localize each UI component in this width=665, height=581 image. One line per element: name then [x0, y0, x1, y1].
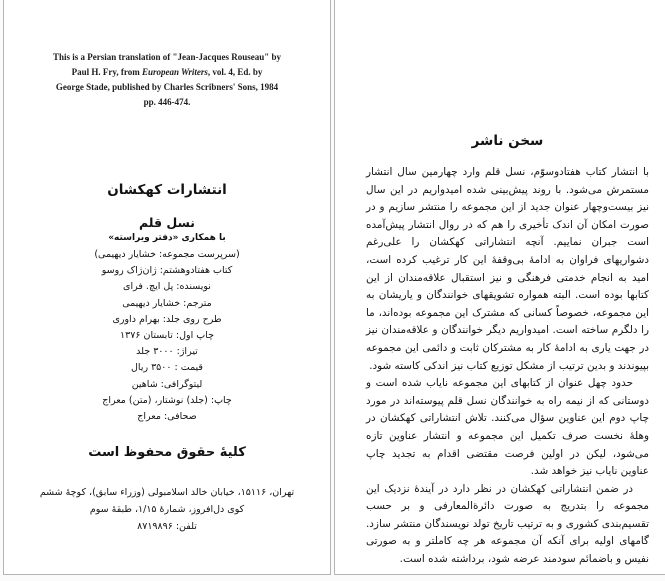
info-line-price: قیمت : ۳۵۰۰ ریال: [131, 362, 203, 374]
info-line-printing: چاپ: (جلد) نوشتار، (متن) معراج: [102, 394, 232, 406]
info-line-binding: صحافی: معراج: [137, 411, 197, 423]
rights-reserved-notice: کلیهٔ حقوق محفوظ است: [88, 445, 246, 461]
publisher-note-body: [366, 164, 649, 569]
publication-info-list: [4, 247, 330, 425]
publisher-note-paragraph: حدود چهل عنوان از کتابهای این مجموعه نایاب شده است و دوستانی که از نیمه راه به خوانندگان نسل قلم پیوسته‌اند در مورد چاپ دوم این عناوین سؤال می‌کنند. تلاش انتشاراتی کهکشان در وهلهٔ نخست صرف تکمیل این مجموعه و انتشار عناوین تازه می‌شود، لیکن در اولین فرصت مقتضی اقدام به تجدید چاپ عناوین نایاب نیز خواهد شد.: [366, 377, 649, 478]
page-right-publisher-note: [334, 0, 665, 575]
series-title: نسل قلم: [138, 215, 195, 230]
info-line-lithography: لیتوگرافی: شاهین: [131, 378, 203, 390]
english-note-line: George Stade, published by Charles Scribners' Sons, 1984: [55, 82, 279, 92]
page-left-colophon: [3, 0, 331, 575]
english-note-line: Paul H. Fry, from European Writers, vol. 4, Ed. by: [71, 67, 263, 77]
english-translation-note: [4, 50, 330, 110]
publisher-note-paragraph: در ضمن انتشاراتی کهکشان در نظر دارد در آیندهٔ نزدیک این مجموعه را بتدریج به صورت دائرةالمعارفی و بر حسب تقسیم‌بندی کشوری و به ترتیب تاریخ تولد نویسندگان منتشر سازد. گامهای اولیه برای آنکه آن مجموعه هر چه کاملتر و به صورتی نفیس و باضمائم سودمند عرضه شود، برداشته شده است.: [366, 482, 649, 566]
publisher-note-heading: سخن ناشر: [471, 133, 544, 149]
info-line-cover-design: طرح روی جلد: بهرام داوری: [112, 313, 222, 325]
publisher-note-paragraph: با انتشار کتاب هفتادوسوّم، نسل قلم وارد چهارمین سال انتشار مستمرش می‌شود. با روند پیش‌بینی شده امیدواریم در این سال نیز بیست‌وچهار عنوان جدید از این مجموعه را منتشر سازیم و در صورت امکان آن اندک تأخیری را هم که در روال انتشار پیش‌آمده است جبران نماییم. آنچه انتشاراتی کهکشان را علی‌رغم دشواریهای فراوان به ادامهٔ بی‌وقفهٔ این کار ترغیب کرده است، امید به انجام خدمتی فرهنگی و نیز استقبال علاقه‌مندان از این کتابها بوده است. البته همواره تشویقهای خوانندگان و یاریشان به این مجموعه، خصوصاً کسانی که مشترک این مجموعه بوده‌اند، ما را دلگرم ساخته است. امیدواریم دیگر خوانندگان و علاقه‌مندان نیز در جهت یاری به ادامهٔ کار به مشترکان ثابت و دائمی این مجموعه بپیوندند و بدین ترتیب از مشکل توزیع کتاب نیز اندکی کاسته شود.: [366, 166, 649, 372]
publisher-name-heading: انتشارات کهکشان: [107, 182, 227, 198]
english-note-line: pp. 446-474.: [143, 97, 191, 107]
info-line-edition: چاپ اول: تابستان ۱۳۷۶: [120, 330, 214, 342]
address-line: کوی دل‌افروز، شمارهٔ ۱/۱۵، طبقهٔ سوم: [89, 504, 245, 516]
english-note-line: This is a Persian translation of "Jean-Jacques Rouseau" by: [52, 52, 281, 62]
info-line-author: نویسنده: پل ایچ. فرای: [123, 281, 211, 293]
info-line-series-supervisor: (سرپرست مجموعه: خشایار دیهیمی): [94, 249, 240, 260]
address-line: تهران، ۱۵۱۱۶، خیابان خالد اسلامبولی (وزراء سابق)، کوچهٔ ششم: [39, 487, 295, 499]
italic-book-title: European Writers: [141, 67, 208, 77]
info-line-print-run: تیراژ: ۳۰۰۰ جلد: [136, 346, 198, 358]
address-line-phone: تلفن: ۸۷۱۹۸۹۶: [137, 521, 197, 533]
info-line-translator: مترجم: خشایار دیهیمی: [122, 297, 212, 309]
info-line-book-number: کتاب هفتادوهشتم: ژان‌ژاک روسو: [101, 265, 233, 277]
collaboration-line: با همکاری «دفتر ویراسته»: [108, 233, 226, 243]
publisher-address: [4, 484, 330, 535]
